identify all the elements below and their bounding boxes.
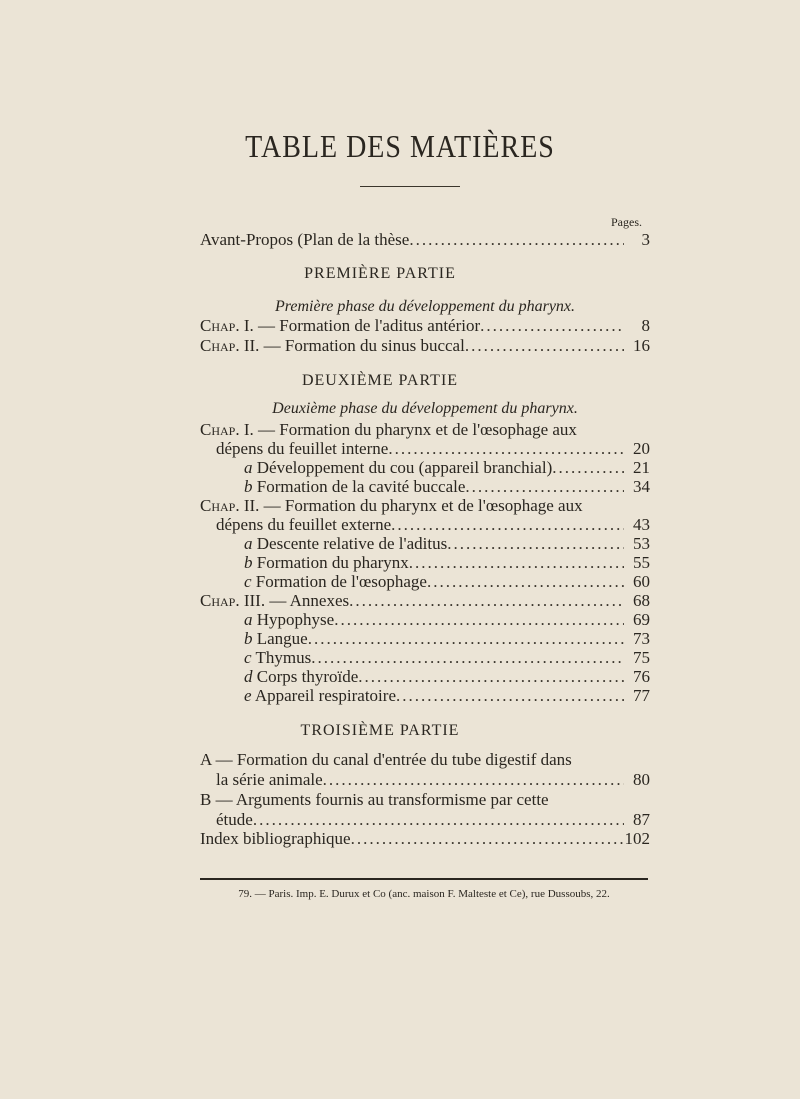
toc-entry-index: Index bibliographique ..... 102 <box>200 829 650 851</box>
toc-entry-chap1-part2-line1: Chap. I. — Formation du pharynx et de l'œsophage aux <box>200 420 577 439</box>
toc-entry-chap2-c: c Formation de l'œsophage ..... 60 <box>244 572 650 594</box>
phase-title-1: Première phase du développement du pharynx. <box>274 298 576 315</box>
toc-entry-chap3-part2: Chap. III. — Annexes ..... 68 <box>200 591 650 613</box>
toc-entry-chap2-part1: Chap. II. — Formation du sinus buccal ..... 16 <box>200 336 650 358</box>
leader-dots <box>396 686 624 706</box>
toc-entry-chap1-part1: Chap. I. — Formation de l'aditus antérior ..... 8 <box>200 316 650 338</box>
toc-entry-chap3-e: e Appareil respiratoire ..... 77 <box>244 686 650 708</box>
leader-dots <box>391 515 624 535</box>
page-number: 21 <box>633 458 650 477</box>
page-number: 53 <box>633 534 650 553</box>
toc-entry-chap1-part2-line2: dépens du feuillet interne ..... 20 <box>216 439 650 461</box>
toc-entry-chap2-b: b Formation du pharynx ..... 55 <box>244 553 650 575</box>
page-number: 68 <box>633 591 650 610</box>
toc-entry-chap3-c: c Thymus ..... 75 <box>244 648 650 670</box>
toc-entry-chap1-a: a Développement du cou (appareil branchial) ..... 21 <box>244 458 650 480</box>
leader-dots <box>358 667 624 687</box>
page-number: 80 <box>633 770 650 789</box>
toc-entry-chap2-part2-line2: dépens du feuillet externe ..... 43 <box>216 515 650 537</box>
part-heading-2: DEUXIÈME PARTIE <box>301 372 459 389</box>
leader-dots <box>351 829 624 849</box>
page-number: 77 <box>633 686 650 705</box>
toc-entry-chap3-a: a Hypophyse ..... 69 <box>244 610 650 632</box>
page-number: 3 <box>641 230 650 249</box>
leader-dots <box>552 458 624 478</box>
page-number: 8 <box>641 316 650 335</box>
part-heading-1: PREMIÈRE PARTIE <box>304 265 456 282</box>
toc-entry-part3-a-line1: A — Formation du canal d'entrée du tube digestif dans <box>200 750 572 769</box>
leader-dots <box>480 316 624 336</box>
page-number: 34 <box>633 477 650 496</box>
leader-dots <box>311 648 624 668</box>
leader-dots <box>334 610 624 630</box>
toc-entry-chap1-b: b Formation de la cavité buccale ..... 34 <box>244 477 650 499</box>
toc-entry-chap2-part2-line1: Chap. II. — Formation du pharynx et de l'œsophage aux <box>200 496 583 515</box>
page-number: 69 <box>633 610 650 629</box>
leader-dots <box>308 629 624 649</box>
part-heading-3: TROISIÈME PARTIE <box>300 722 460 739</box>
page-number: 87 <box>633 810 650 829</box>
page-title: TABLE DES MATIÈRES <box>245 129 555 166</box>
page-number: 43 <box>633 515 650 534</box>
leader-dots <box>388 439 624 459</box>
page-number: 16 <box>633 336 650 355</box>
leader-dots <box>465 477 624 497</box>
page-number: 20 <box>633 439 650 458</box>
leader-dots <box>349 591 624 611</box>
printer-imprint: 79. — Paris. Imp. E. Durux et Co (anc. maison F. Malteste et Ce), rue Dussoubs, 22. <box>238 888 610 900</box>
toc-entry-chap3-b: b Langue ..... 73 <box>244 629 650 651</box>
page-number: 55 <box>633 553 650 572</box>
toc-entry-part3-b-line2: étude ..... 87 <box>216 810 650 832</box>
phase-title-2: Deuxième phase du développement du pharynx. <box>272 400 578 417</box>
leader-dots <box>465 336 624 356</box>
page-number: 102 <box>624 829 650 848</box>
toc-entry-avant-propos: Avant-Propos (Plan de la thèse ..... 3 <box>200 230 650 252</box>
leader-dots <box>409 553 624 573</box>
page-number: 73 <box>633 629 650 648</box>
toc-entry-part3-a-line2: la série animale ..... 80 <box>216 770 650 792</box>
leader-dots <box>427 572 624 592</box>
page-number: 60 <box>633 572 650 591</box>
leader-dots <box>409 230 624 250</box>
pages-column-label: Pages. <box>611 215 642 229</box>
toc-entry-chap3-d: d Corps thyroïde ..... 76 <box>244 667 650 689</box>
leader-dots <box>447 534 624 554</box>
toc-entry-chap2-a: a Descente relative de l'aditus ..... 53 <box>244 534 650 556</box>
page-number: 76 <box>633 667 650 686</box>
title-rule <box>360 186 460 187</box>
leader-dots <box>253 810 624 830</box>
footer-rule <box>200 878 648 880</box>
page-number: 75 <box>633 648 650 667</box>
toc-entry-part3-b-line1: B — Arguments fournis au transformisme par cette <box>200 790 549 809</box>
leader-dots <box>323 770 624 790</box>
